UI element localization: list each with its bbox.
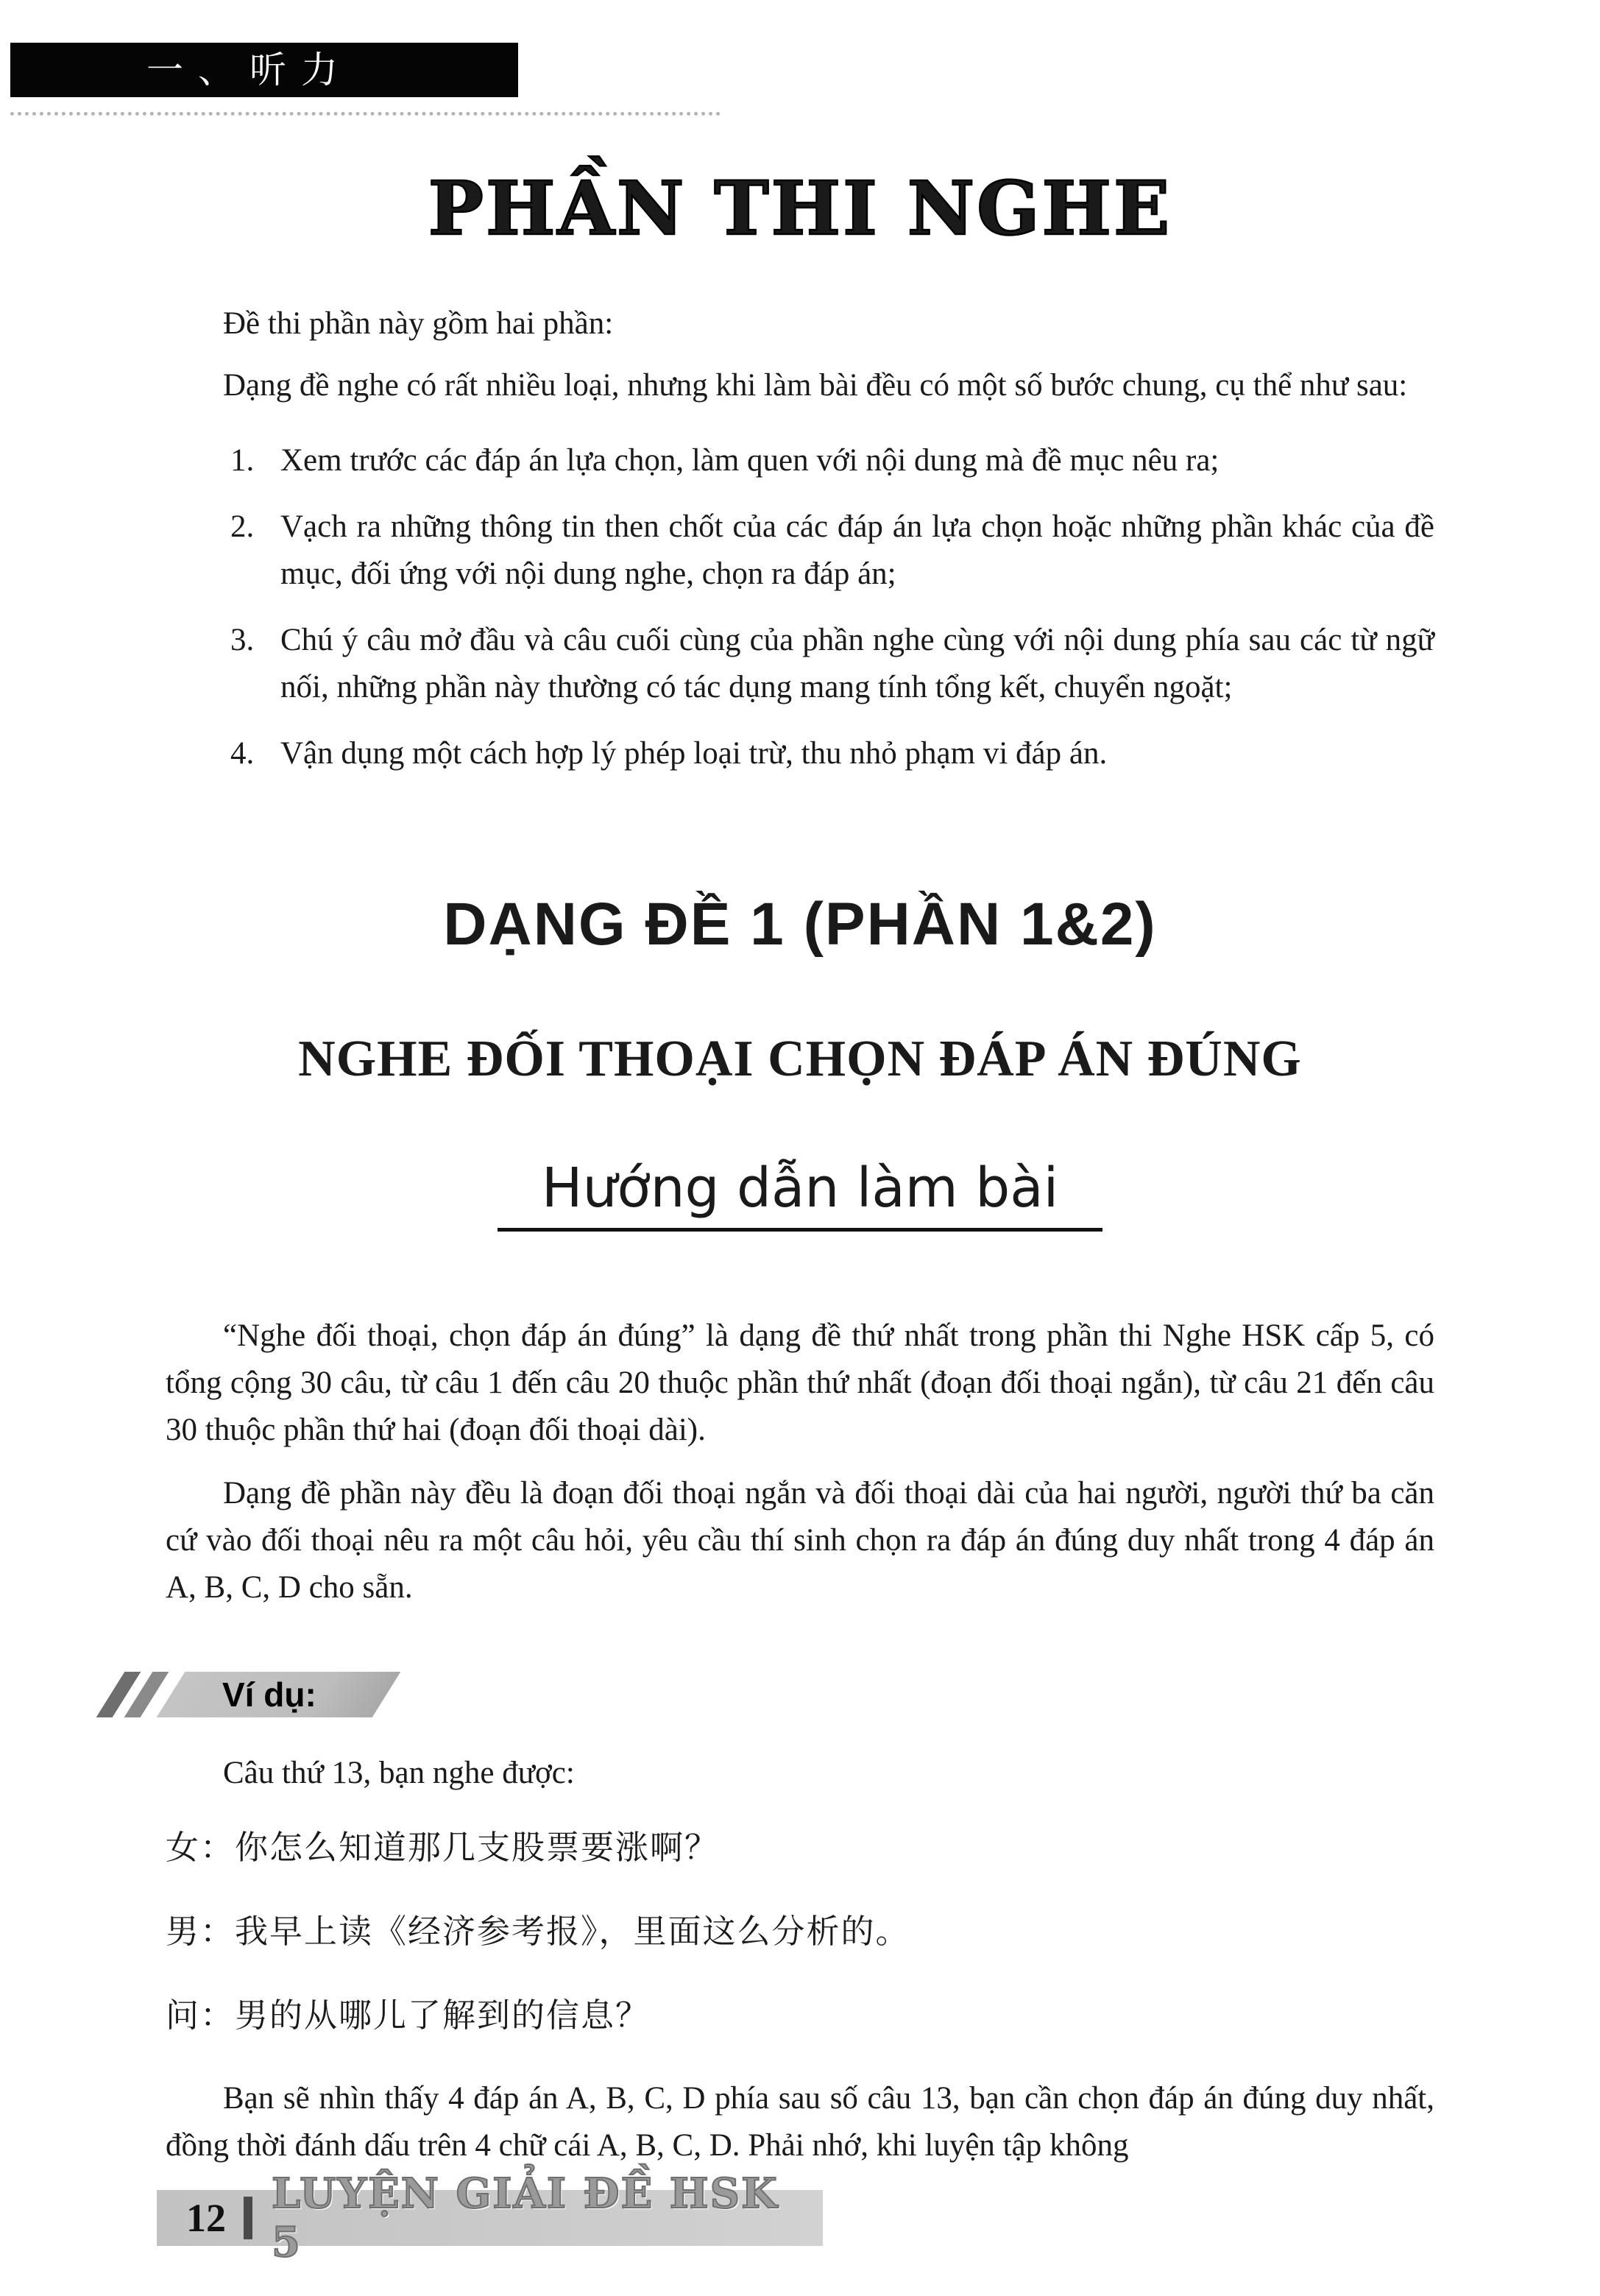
dialogue-block xyxy=(166,1823,1434,2040)
list-number: 3. xyxy=(230,623,255,657)
chapter-banner xyxy=(10,43,518,97)
example-intro: Câu thứ 13, bạn nghe được: xyxy=(223,1756,575,1790)
example-label: Ví dụ: xyxy=(222,1675,316,1714)
section-paragraph-2: Dạng đề phần này đều là đoạn đối thoại ngắn và đối thoại dài của hai người, người thứ ba căn cứ vào đối thoại nêu ra một câu hỏi, yêu cầu thí sinh chọn ra đáp án đúng duy nhất trong 4 đáp án A, B, C, D cho sẵn. xyxy=(166,1476,1434,1605)
section-paragraphs xyxy=(166,1313,1434,1611)
example-label-band xyxy=(110,1670,1434,1719)
list-item xyxy=(230,617,1434,711)
dotted-divider xyxy=(10,112,721,116)
list-text: Vận dụng một cách hợp lý phép loại trừ, thu nhỏ phạm vi đáp án. xyxy=(280,736,1108,771)
example-label-background xyxy=(157,1672,401,1717)
list-item xyxy=(230,437,1434,484)
steps-list xyxy=(230,437,1434,777)
section-heading-name: NGHE ĐỐI THOẠI CHỌN ĐÁP ÁN ĐÚNG xyxy=(298,1031,1302,1087)
section-heading-type: DẠNG ĐỀ 1 (PHẦN 1&2) xyxy=(443,891,1157,958)
list-item xyxy=(230,730,1434,777)
footer-divider xyxy=(244,2197,252,2239)
book-title: LUYỆN GIẢI ĐỀ HSK 5 xyxy=(271,2169,779,2267)
list-item xyxy=(230,504,1434,598)
guide-heading: Hướng dẫn làm bài xyxy=(498,1160,1102,1232)
dialogue-line-man: 男：我早上读《经济参考报》，里面这么分析的。 xyxy=(166,1913,910,1950)
page-title: PHẦN THI NGHE xyxy=(428,165,1172,252)
page-number: 12 xyxy=(186,2196,226,2240)
example-outro: Bạn sẽ nhìn thấy 4 đáp án A, B, C, D phía sau số câu 13, bạn cần chọn đáp án đúng duy nhất, đồng thời đánh dấu trên 4 chữ cái A, B, C, D. Phải nhớ, khi luyện tập không xyxy=(166,2081,1434,2163)
intro-paragraph-1: Đề thi phần này gồm hai phần: xyxy=(223,306,614,341)
list-number: 2. xyxy=(230,509,255,544)
page-footer xyxy=(157,2169,823,2267)
list-text: Vạch ra những thông tin then chốt của các đáp án lựa chọn hoặc những phần khác của đề mục, đối ứng với nội dung nghe, chọn ra đáp án; xyxy=(280,509,1434,591)
intro-paragraph-2: Dạng đề nghe có rất nhiều loại, nhưng khi làm bài đều có một số bước chung, cụ thể như sau: xyxy=(223,368,1408,403)
dialogue-line-question: 问：男的从哪儿了解到的信息？ xyxy=(166,1997,651,2034)
list-text: Xem trước các đáp án lựa chọn, làm quen với nội dung mà đề mục nêu ra; xyxy=(280,443,1220,478)
chapter-title: 一、听力 xyxy=(146,49,353,91)
guide-heading-wrap xyxy=(166,1156,1434,1232)
list-number: 1. xyxy=(230,443,255,478)
dialogue-line-woman: 女：你怎么知道那几支股票要涨啊？ xyxy=(166,1829,720,1866)
list-number: 4. xyxy=(230,736,255,771)
section-paragraph-1: “Nghe đối thoại, chọn đáp án đúng” là dạng đề thứ nhất trong phần thi Nghe HSK cấp 5, có tổng cộng 30 câu, từ câu 1 đến câu 20 thuộc phần thứ nhất (đoạn đối thoại ngắn), từ câu 21 đến câu 30 thuộc phần thứ hai (đoạn đối thoại dài). xyxy=(166,1318,1434,1447)
list-text: Chú ý câu mở đầu và câu cuối cùng của phần nghe cùng với nội dung phía sau các từ ngữ nối, những phần này thường có tác dụng mang tính tổng kết, chuyển ngoặt; xyxy=(280,623,1434,704)
